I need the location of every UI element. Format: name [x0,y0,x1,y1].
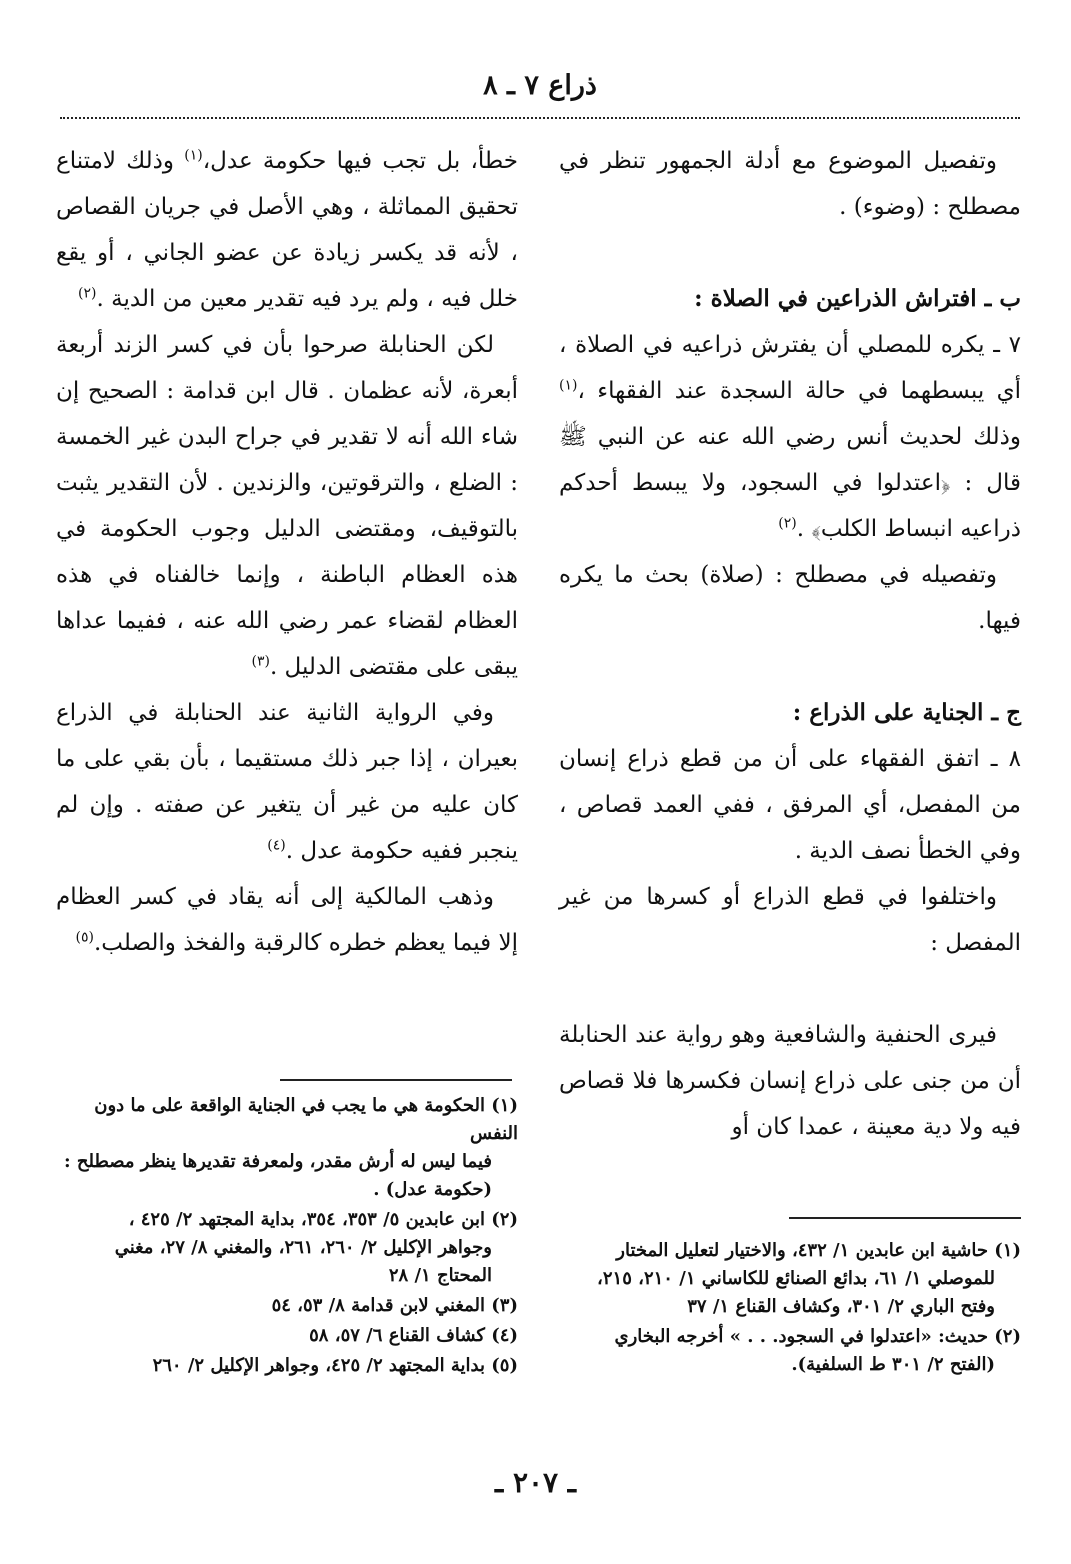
footnote [56,1322,518,1350]
footnote-text: حاشية ابن عابدين ١/ ٤٣٢، والاختيار لتعليل المختار [616,1240,988,1261]
footnote-continuation: (الفتح ٢/ ٣٠١ ط السلفية). [791,1354,995,1375]
footnote-text: حديث: «اعتدلوا في السجود. . . » أخرجه البخاري [614,1326,988,1347]
footnote-continuation: وجواهر الإكليل ٢/ ٢٦٠، ٢٦١، والمغني ٨/ ٢٧، مغني المحتاج ١/ ٢٨ [114,1237,492,1286]
right-column [559,138,1021,1150]
paragraph-text: ٧ ـ يكره للمصلي أن يفترش ذراعيه في الصلاة ، أي يبسطهما في حالة السجدة عند الفقهاء ، [559,332,1021,404]
paragraph: فيرى الحنفية والشافعية وهو رواية عند الحنابلة أن من جنى على ذراع إنسان فكسرها فلا قصاص فيه ولا دية معينة ، عمدا كان أو [559,1022,1021,1140]
footnote-ref: (٢) [778,515,797,532]
paragraph-text: وفي الرواية الثانية عند الحنابلة في الذراع بعيران ، إذا جبر ذلك مستقيما ، بأن بقي على ما كان عليه من غير أن يتغير عن صفته . وإن لم ينجبر ففيه حكومة عدل . [56,700,518,864]
paragraph: وتفصيل الموضوع مع أدلة الجمهور تنظر في مصطلح : (وضوء) . [559,148,1021,220]
paragraph-text: وذلك لامتناع تحقيق المماثلة ، وهي الأصل في جريان القصاص ، لأنه قد يكسر زيادة عن عضو الجاني ، أو يقع خلل فيه ، ولم يرد فيه تقدير معين من الدية . [56,148,518,312]
paragraph: ٨ ـ اتفق الفقهاء على أن من قطع ذراع إنسان من المفصل، أي المرفق ، ففي العمد قصاص ، وفي الخطأ نصف الدية . [559,746,1021,864]
footnotes-left [56,1092,518,1382]
footnote-number: (٥) [491,1355,518,1376]
footnote-ref: (٣) [251,653,270,670]
footnote-continuation: فيما ليس له أرش مقدر، ولمعرفة تقديرها ينظر مصطلح : (حكومة عدل) . [63,1151,492,1200]
footnote-continuation: للموصلي ١/ ٦١، بدائع الصنائع للكاساني ١/ ٢١٠، ٢١٥، وفتح الباري ٢/ ٣٠١، وكشاف القناع ١/ ٣٧ [597,1268,995,1317]
footnote-number: (٢) [994,1326,1021,1347]
footnote [56,1092,518,1204]
footnote-divider-left [280,1079,512,1081]
paragraph [559,322,1021,552]
footnote-text: المغني لابن قدامة ٨/ ٥٣، ٥٤ [271,1295,485,1316]
footnote [559,1323,1021,1379]
footnote-ref: (٢) [78,285,97,302]
paragraph-text: وذلك لحديث أنس رضي الله عنه عن النبي ﷺ قال : ﴿اعتدلوا في السجود، ولا يبسط أحدكم ذراعيه انبساط الكلب﴾ . [559,424,1021,542]
footnote [56,1292,518,1320]
footnote-ref: (١) [184,147,203,164]
paragraph [56,138,518,322]
paragraph-text: لكن الحنابلة صرحوا بأن في كسر الزند أربعة أبعرة، لأنه عظمان . قال ابن قدامة : الصحيح إن شاء الله أنه لا تقدير في جراح البدن غير الخمسة : الضلع ، والترقوتين، والزندين . لأن التقدير يثبت بالتوقيف، ومقتضى الدليل وجوب الحكومة في هذه العظام الباطنة ، وإنما خالفناه في هذه العظام لقضاء عمر رضي الله عنه ، ففيما عداها يبقى على مقتضى الدليل . [56,332,518,680]
footnote-text: كشاف القناع ٦/ ٥٧، ٥٨ [309,1325,485,1346]
footnote [559,1237,1021,1321]
paragraph-text: خطأ، بل تجب فيها حكومة عدل، [202,148,518,174]
footnote-ref: (١) [559,377,578,394]
page-header: ذراع ٧ ـ ٨ [483,70,597,101]
footnote-number: (١) [491,1095,518,1116]
footnote-number: (٣) [491,1295,518,1316]
footnote-number: (٢) [491,1209,518,1230]
footnotes-right [559,1237,1021,1381]
spacer [559,966,1021,1012]
paragraph [56,322,518,690]
paragraph: واختلفوا في قطع الذراع أو كسرها من غير المفصل : [559,884,1021,956]
footnote-ref: (٤) [267,837,286,854]
paragraph: وتفصيله في مصطلح : (صلاة) بحث ما يكره فيها. [559,562,1021,634]
footnote-text: الحكومة هي ما يجب في الجناية الواقعة على ما دون النفس [94,1095,518,1144]
footnote [56,1352,518,1380]
section-heading-b: ب ـ افتراش الذراعين في الصلاة : [694,285,1021,312]
footnote-divider-right [789,1217,1021,1219]
footnote-text: ابن عابدين ٥/ ٣٥٣، ٣٥٤، بداية المجتهد ٢/ ٤٢٥ ، [128,1209,485,1230]
header-divider [60,117,1020,119]
footnote-number: (٤) [491,1325,518,1346]
footnote-text: بداية المجتهد ٢/ ٤٢٥، وجواهر الإكليل ٢/ ٢٦٠ [152,1355,485,1376]
page-number: ـ ٢٠٧ ـ [494,1466,577,1499]
paragraph [56,874,518,966]
section-heading-c: ج ـ الجناية على الذراع : [792,699,1021,726]
footnote-ref: (٥) [75,929,94,946]
paragraph [56,690,518,874]
footnote-number: (١) [994,1240,1021,1261]
footnote [56,1206,518,1290]
left-column [56,138,518,966]
paragraph-text: وذهب المالكية إلى أنه يقاد في كسر العظام إلا فيما يعظم خطره كالرقبة والفخذ والصلب. [56,884,518,956]
